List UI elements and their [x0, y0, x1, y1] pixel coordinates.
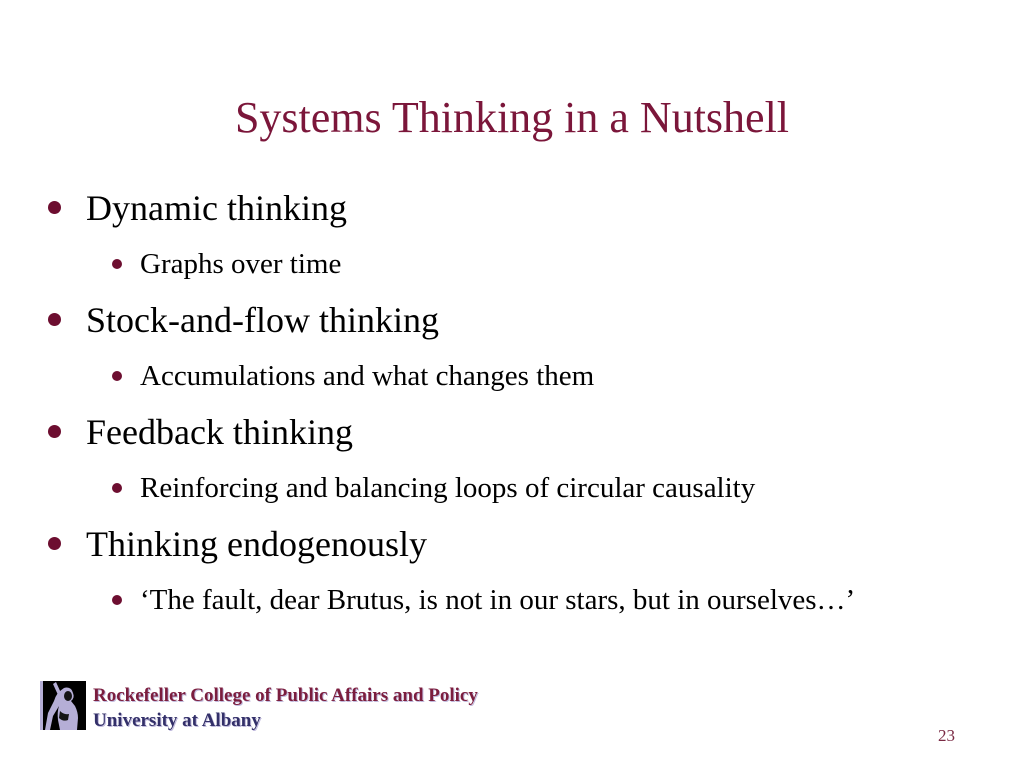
bullet-item [0, 522, 1024, 566]
bullet-item [0, 410, 1024, 454]
footer-text [93, 681, 478, 733]
bullet-list [0, 186, 1024, 634]
bullet-icon [48, 313, 61, 326]
sub-bullet-item [0, 246, 1024, 282]
sub-bullet-text: Accumulations and what changes them [140, 360, 595, 392]
sub-bullet-icon [112, 595, 122, 605]
sub-bullet-text: Reinforcing and balancing loops of circular causality [140, 472, 756, 504]
sub-bullet-icon [112, 259, 122, 269]
bullet-item [0, 298, 1024, 342]
page-number: 23 [938, 726, 955, 745]
sub-bullet-icon [112, 371, 122, 381]
footer-university-name: University at Albany [93, 710, 261, 731]
sub-bullet-item [0, 582, 1024, 618]
sub-bullet-item [0, 358, 1024, 394]
sub-bullet-text: ‘The fault, dear Brutus, is not in our stars, but in ourselves…’ [140, 584, 856, 616]
bullet-item [0, 186, 1024, 230]
bullet-icon [48, 201, 61, 214]
sub-bullet-text: Graphs over time [140, 248, 342, 280]
bullet-text: Thinking endogenously [86, 524, 427, 564]
bullet-text: Dynamic thinking [86, 188, 347, 228]
bullet-text: Feedback thinking [86, 412, 353, 452]
footer [40, 681, 478, 733]
sub-bullet-icon [112, 483, 122, 493]
bullet-text: Stock-and-flow thinking [86, 300, 439, 340]
slide-title: Systems Thinking in a Nutshell [234, 93, 790, 142]
bullet-icon [48, 537, 61, 550]
bullet-icon [48, 425, 61, 438]
footer-org-name: Rockefeller College of Public Affairs and Policy [93, 685, 478, 706]
rockefeller-statue-icon [40, 681, 86, 730]
sub-bullet-item [0, 470, 1024, 506]
